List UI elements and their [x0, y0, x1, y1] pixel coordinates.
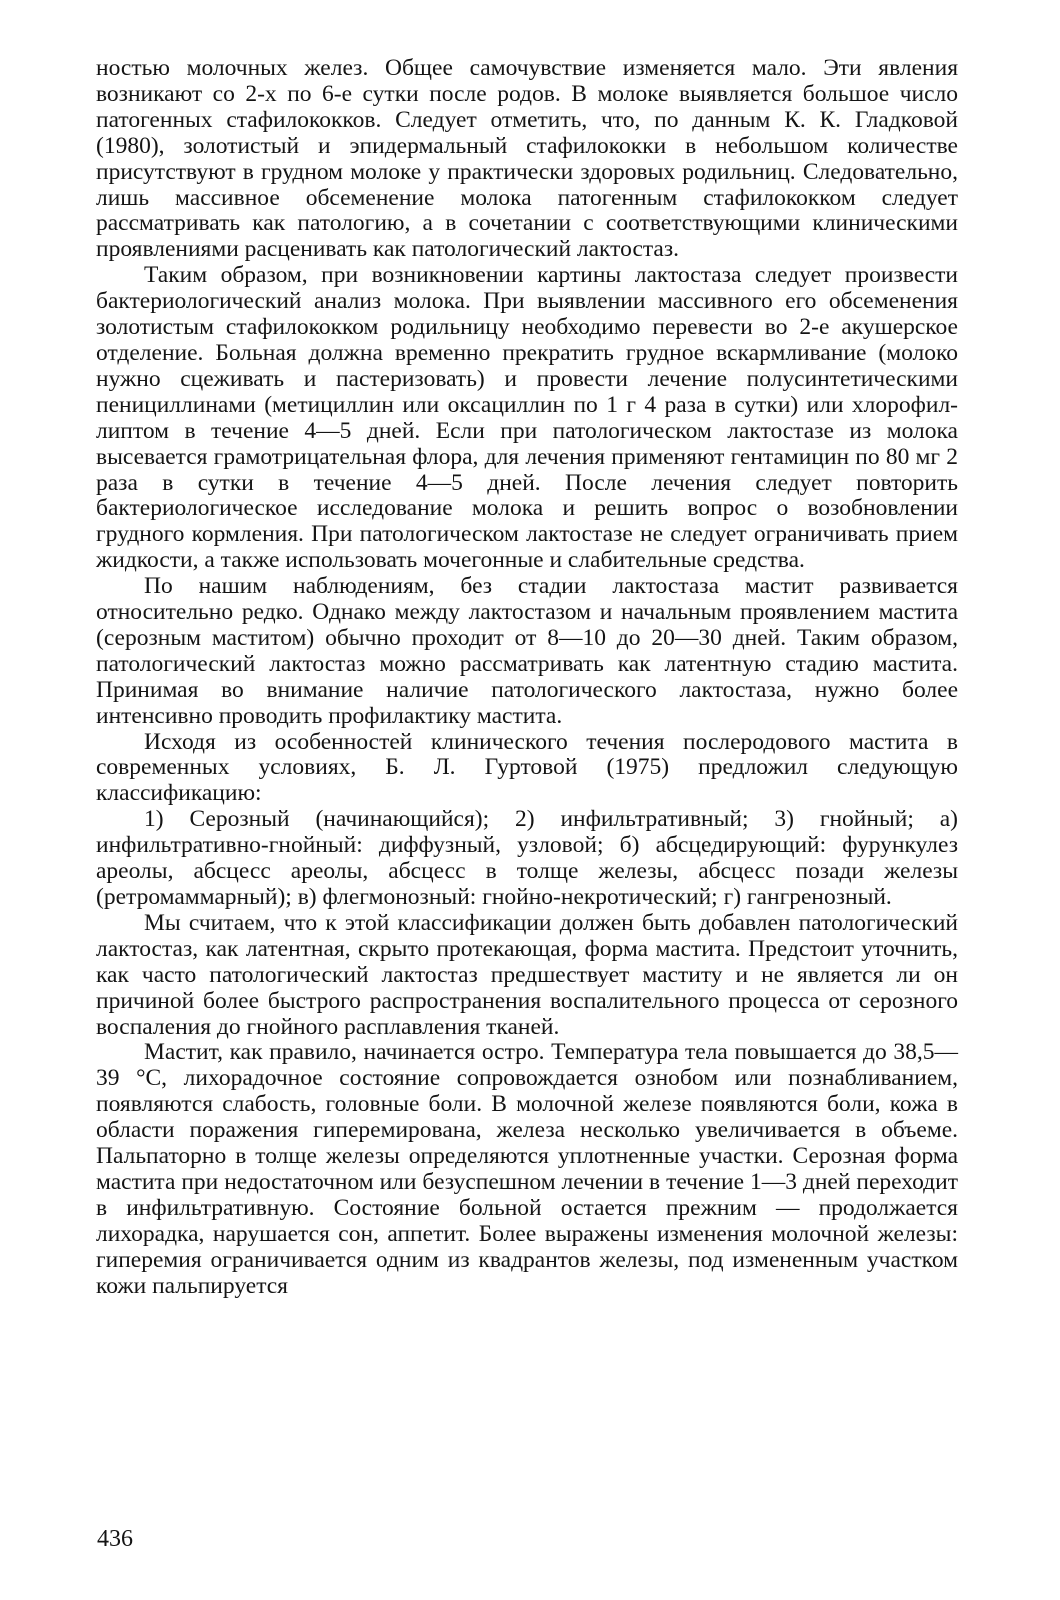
page-body: [96, 56, 958, 1300]
page-number: 436: [97, 1526, 133, 1552]
paragraph-6: Мы считаем, что к этой классификации должен быть добавлен патологический лактостаз, как латентная, скрыто протекающая, форма мастита. Предстоит уточнить, как часто патологический лактостаз предшествует маститу и не является ли он причиной более быстрого распространения воспалительного процесса от серозного воспаления до гнойного расплавления тканей.: [96, 909, 958, 1040]
paragraph-4: Исходя из особенностей клинического течения послеродового мастита в современных условиях, Б. Л. Гуртовой (1975) предложил следующую классификацию:: [96, 728, 958, 807]
paragraph-1: ностью молочных желез. Общее самочувствие изменяется мало. Эти явления возникают со 2-х по 6-е сутки после родов. В молоке выявляется большое число патогенных стафилококков. Следует отметить, что, по данным К. К. Гладковой (1980), золотистый и эпидермальный стафилококки в небольшом количестве присутствуют в грудном молоке у практически здоровых родильниц. Следовательно, лишь массивное обсеменение молока патогенным стафилококком следует рассматривать как патологию, а в сочетании с соответствующими клиническими проявлениями расценивать как патологический лактостаз.: [96, 55, 958, 263]
paragraph-2: Таким образом, при возникновении картины лактостаза следует произвести бактериологический анализ молока. При выявлении массивного его обсеменения золотистым стафилококком родильницу необходимо перевести во 2-е акушерское отделение. Больная должна временно прекратить грудное вскармливание (молоко нужно сцеживать и пастеризовать) и провести лечение полусинтетическими пенициллинами (метициллин или оксациллин по 1 г 4 раза в сутки) или хлорофиллиптом в течение 4—5 дней. Если при патологическом лактостазе из молока высевается грамотрицательная флора, для лечения применяют гентамицин по 80 мг 2 раза в сутки в течение 4—5 дней. После лечения следует повторить бактериологическое исследование молока и решить вопрос о возобновлении грудного кормления. При патологическом лактостазе не следует ограничивать прием жидкости, а также использовать мочегонные и слабительные средства.: [96, 262, 958, 574]
paragraph-7: Мастит, как правило, начинается остро. Температура тела повышается до 38,5—39 °С, лихорадочное состояние сопровождается ознобом или познабливанием, появляются слабость, головные боли. В молочной железе появляются боли, кожа в области поражения гиперемирована, железа несколько увеличивается в объеме. Пальпаторно в толще железы определяются уплотненные участки. Серозная форма мастита при недостаточном или безуспешном лечении в течение 1—3 дней переходит в инфильтративную. Состояние больной остается прежним — продолжается лихорадка, нарушается сон, аппетит. Более выражены изменения молочной железы: гиперемия ограничивается одним из квадрантов железы, под измененным участком кожи пальпируется: [96, 1039, 958, 1299]
paragraph-5-classification: 1) Серозный (начинающийся); 2) инфильтративный; 3) гнойный; а) инфильтративно-гнойный: диффузный, узловой; б) абсцедирующий: фурункулез ареолы, абсцесс ареолы, абсцесс в толще железы, абсцесс позади железы (ретромаммарный); в) флегмонозный: гнойно-некротический; г) гангренозный.: [96, 806, 958, 910]
paragraph-3: По нашим наблюдениям, без стадии лактостаза мастит развивается относительно редко. Однако между лактостазом и начальным проявлением мастита (серозным маститом) обычно проходит от 8—10 до 20—30 дней. Таким образом, патологический лактостаз можно рассматривать как латентную стадию мастита. Принимая во внимание наличие патологического лактостаза, нужно более интенсивно проводить профилактику мастита.: [96, 573, 958, 729]
